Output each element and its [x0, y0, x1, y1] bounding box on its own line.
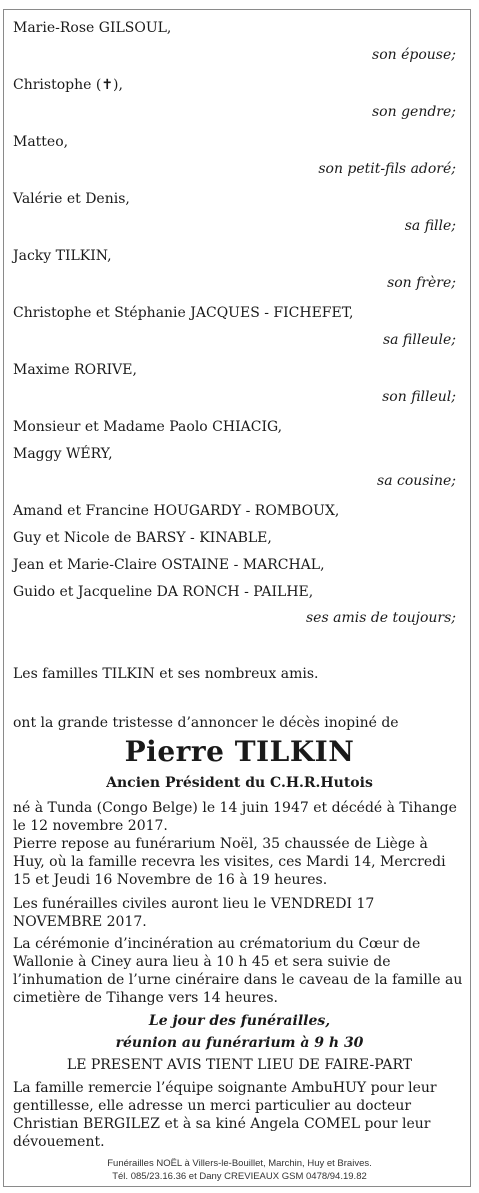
entry-name: Maggy WÉRY,: [13, 446, 113, 462]
entry-name: Guy et Nicole de BARSY - KINABLE,: [13, 530, 272, 546]
entry-relation: son gendre;: [372, 104, 456, 120]
entry-relation: sa fille;: [404, 218, 456, 234]
entry-name: Jean et Marie-Claire OSTAINE - MARCHAL,: [13, 557, 325, 573]
notice-line: LE PRESENT AVIS TIENT LIEU DE FAIRE-PART: [66, 1057, 413, 1073]
entry-name: Maxime RORIVE,: [13, 362, 137, 378]
funeral-meeting-line: réunion au funérarium à 9 h 30: [115, 1035, 364, 1051]
entry-relation: son filleul;: [382, 389, 456, 405]
visitation-paragraph: Pierre repose au funérarium Noël, 35 chaussée de Liège à Huy, où la famille recevra les visites, ces Mardi 14, Mercredi 15 et Jeudi 16 Novembre de 16 à 19 heures.: [13, 836, 446, 888]
birth-death-paragraph: né à Tunda (Congo Belge) le 14 juin 1947 et décédé à Tihange le 12 novembre 2017.: [13, 800, 457, 834]
announce-line: ont la grande tristesse d’annoncer le décès inopiné de: [13, 715, 399, 731]
entry-relation: son épouse;: [372, 47, 456, 63]
entry-relation: son frère;: [387, 275, 456, 291]
entry-relation: ses amis de toujours;: [306, 610, 456, 626]
deceased-title: Ancien Président du C.H.R.Hutois: [106, 775, 373, 791]
entry-name: Valérie et Denis,: [13, 191, 130, 207]
entry-relation: sa filleule;: [382, 332, 456, 348]
entry-name: Matteo,: [13, 134, 69, 150]
footer-line-2: Tél. 085/23.16.36 et Dany CREVIEAUX GSM 0478/94.19.82: [112, 1171, 367, 1182]
entry-name: Christophe (✝),: [13, 77, 123, 93]
families-line: Les familles TILKIN et ses nombreux amis.: [13, 666, 319, 682]
funeral-paragraph: Les funérailles civiles auront lieu le VENDREDI 17 NOVEMBRE 2017.: [13, 896, 375, 930]
entry-name: Amand et Francine HOUGARDY - ROMBOUX,: [13, 503, 340, 519]
entry-name: Christophe et Stéphanie JACQUES - FICHEFET,: [13, 305, 354, 321]
footer-line-1: Funérailles NOËL à Villers-le-Bouillet, Marchin, Huy et Braives.: [107, 1158, 372, 1169]
entry-name: Marie-Rose GILSOUL,: [13, 20, 172, 36]
entry-name: Monsieur et Madame Paolo CHIACIG,: [13, 419, 283, 435]
deceased-name: Pierre TILKIN: [124, 735, 355, 768]
entry-name: Jacky TILKIN,: [13, 248, 112, 264]
funeral-day-line: Le jour des funérailles,: [148, 1013, 331, 1029]
entry-name: Guido et Jacqueline DA RONCH - PAILHE,: [13, 584, 314, 600]
thanks-paragraph: La famille remercie l’équipe soignante AmbuHUY pour leur gentillesse, elle adresse un merci particulier au docteur Christian BERGILEZ et à sa kiné Angela COMEL pour leur dévouement.: [13, 1080, 437, 1150]
entry-relation: sa cousine;: [377, 473, 456, 489]
entry-relation: son petit-fils adoré;: [318, 161, 456, 177]
cremation-paragraph: La cérémonie d’incinération au crématorium du Cœur de Wallonie à Ciney aura lieu à 10 h 45 et sera suivie de l’inhumation de l’urne cinéraire dans le caveau de la famille au cimetière de Tihange vers 14 heures.: [13, 936, 463, 1006]
